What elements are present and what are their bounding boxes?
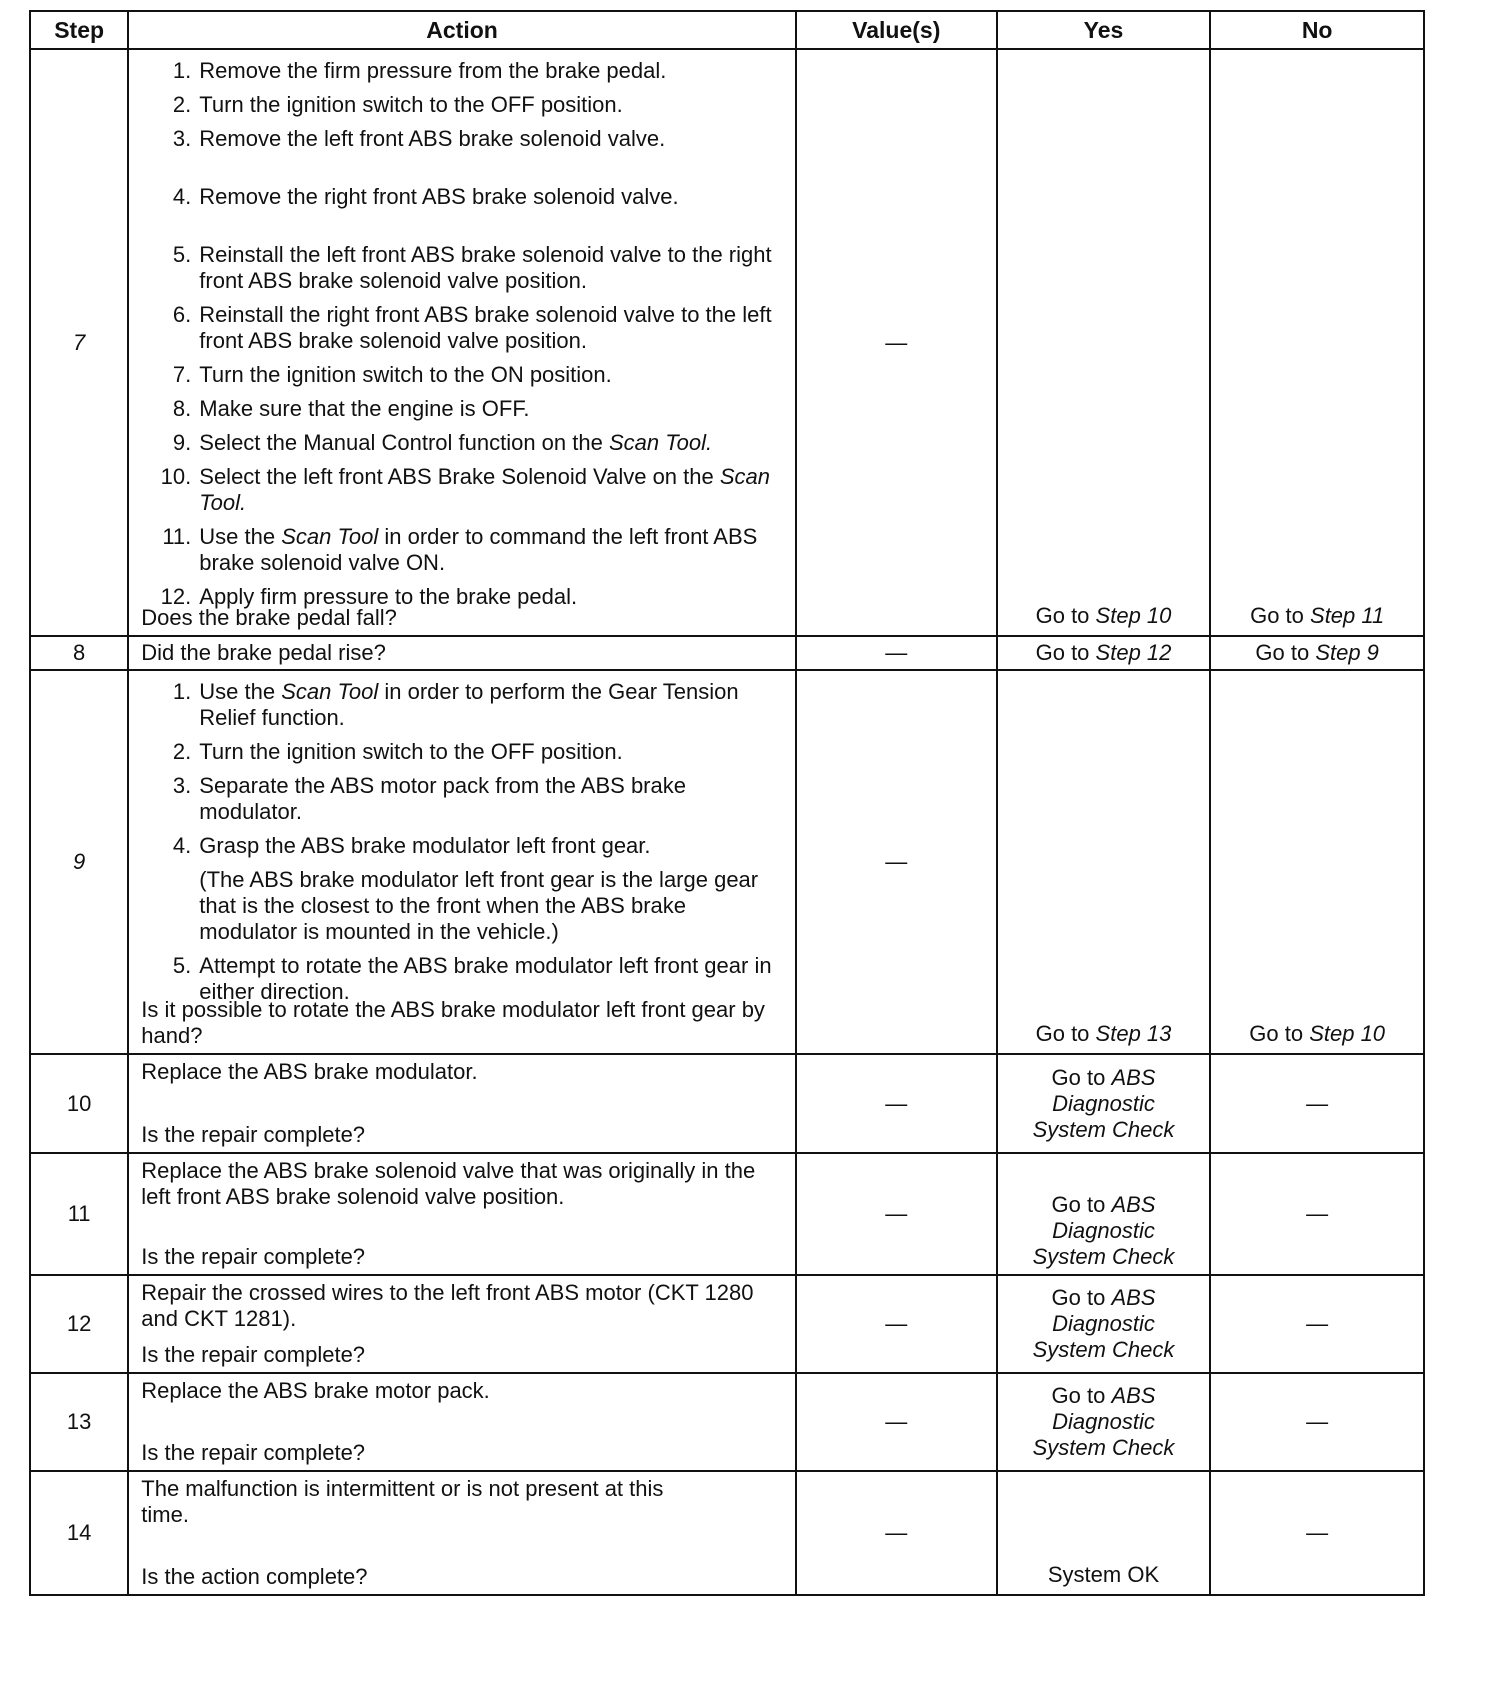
table-row [30, 1471, 1424, 1595]
action-cell [128, 670, 796, 1054]
step-number: 14 [30, 1471, 128, 1595]
yes-system-ok: System OK [1047, 1562, 1160, 1587]
list-item: 5. Reinstall the left front ABS brake solenoid valve to the right front ABS brake solenoid valve position. [172, 242, 772, 293]
header-no: No [1210, 11, 1424, 49]
question-text: Is the repair complete? [141, 1342, 366, 1367]
header-step: Step [30, 11, 128, 49]
action-text: Repair the crossed wires to the left front ABS motor (CKT 1280 and CKT 1281). [141, 1280, 754, 1331]
table-row [30, 670, 1424, 1054]
action-cell [128, 1153, 796, 1275]
yes-cell [997, 49, 1211, 636]
value-cell: — [796, 1054, 997, 1153]
action-cell [128, 1054, 796, 1153]
value-cell: — [796, 670, 997, 1054]
table-row [30, 49, 1424, 636]
header-values: Value(s) [796, 11, 997, 49]
list-item: 4. Remove the right front ABS brake solenoid valve. [172, 184, 679, 209]
no-cell [1210, 49, 1424, 636]
question-text: Is the action complete? [141, 1564, 368, 1589]
list-item: 3. Separate the ABS motor pack from the ABS brake modulator. [172, 773, 686, 824]
value-cell: — [796, 49, 997, 636]
step-number: 7 [30, 49, 128, 636]
yes-cell [997, 670, 1211, 1054]
list-item: 1. Use the Scan Tool in order to perform the Gear Tension Relief function. [172, 679, 739, 730]
question-text: Is the repair complete? [141, 1122, 366, 1147]
list-item: 6. Reinstall the right front ABS brake solenoid valve to the left front ABS brake solenoid valve position. [172, 302, 772, 353]
yes-abs-check: Go to ABS Diagnostic System Check [1032, 1285, 1175, 1362]
question-text: Is the repair complete? [141, 1244, 366, 1269]
question-text: Does the brake pedal fall? [141, 605, 397, 630]
action-cell [128, 49, 796, 636]
header-yes: Yes [997, 11, 1211, 49]
step-number: 10 [30, 1054, 128, 1153]
no-cell: — [1210, 1153, 1424, 1275]
list-item: 3. Remove the left front ABS brake solenoid valve. [172, 126, 666, 151]
no-cell [1210, 670, 1424, 1054]
yes-cell [997, 1054, 1211, 1153]
table-row [30, 1153, 1424, 1275]
table-row [30, 636, 1424, 670]
no-goto: Go to Step 11 [1250, 603, 1385, 628]
table-header-row [30, 11, 1424, 49]
value-cell: — [796, 1373, 997, 1471]
step-number: 12 [30, 1275, 128, 1373]
action-cell [128, 1373, 796, 1471]
note-text: (The ABS brake modulator left front gear is the large gear that is the closest to the front when the ABS brake modulator is mounted in the vehicle.) [199, 867, 759, 944]
list-item: 5. Attempt to rotate the ABS brake modulator left front gear in either direction. [172, 953, 772, 1004]
yes-abs-check: Go to ABS Diagnostic System Check [1032, 1383, 1175, 1460]
step-number: 11 [30, 1153, 128, 1275]
question-text: Is the repair complete? [141, 1440, 366, 1465]
list-item: 2. Turn the ignition switch to the OFF position. [172, 92, 623, 117]
list-item: 2. Turn the ignition switch to the OFF position. [172, 739, 623, 764]
yes-abs-check: Go to ABS Diagnostic System Check [1032, 1192, 1175, 1269]
list-item: 8. Make sure that the engine is OFF. [172, 396, 530, 421]
action-cell [128, 1275, 796, 1373]
yes-abs-check: Go to ABS Diagnostic System Check [1032, 1064, 1175, 1142]
list-item: 10. Select the left front ABS Brake Solenoid Valve on the Scan Tool. [160, 464, 770, 515]
yes-cell [997, 1373, 1211, 1471]
value-cell: — [796, 636, 997, 670]
step-number: 8 [30, 636, 128, 670]
table-row [30, 1054, 1424, 1153]
list-item: 1. Remove the firm pressure from the brake pedal. [172, 58, 667, 83]
action-text: Replace the ABS brake solenoid valve that was originally in the left front ABS brake solenoid valve position. [141, 1158, 756, 1209]
question-text: Is it possible to rotate the ABS brake modulator left front gear by hand? [141, 997, 765, 1048]
question-text: Did the brake pedal rise? [141, 640, 386, 665]
action-list [141, 58, 785, 610]
action-text: Replace the ABS brake modulator. [141, 1059, 478, 1084]
list-item: 7. Turn the ignition switch to the ON position. [172, 362, 612, 387]
yes-goto: Go to Step 13 [1035, 1021, 1172, 1046]
yes-goto: Go to Step 10 [1035, 603, 1172, 628]
yes-cell [997, 1275, 1211, 1373]
yes-cell: Go to Step 12 [997, 636, 1211, 670]
list-item: 12. Apply firm pressure to the brake pedal. [160, 584, 578, 609]
action-list [141, 679, 785, 859]
yes-cell [997, 1471, 1211, 1595]
no-cell: — [1210, 1275, 1424, 1373]
table-row [30, 1373, 1424, 1471]
list-item: 4. Grasp the ABS brake modulator left front gear. [172, 833, 651, 858]
no-goto: Go to Step 10 [1249, 1021, 1386, 1046]
no-cell: — [1210, 1054, 1424, 1153]
value-cell: — [796, 1471, 997, 1595]
list-item: 11. Use the Scan Tool in order to command the left front ABS brake solenoid valve ON. [162, 524, 758, 575]
action-text: The malfunction is intermittent or is not present at this time. [141, 1476, 664, 1527]
list-item: 9. Select the Manual Control function on the Scan Tool. [172, 430, 713, 455]
no-cell: — [1210, 1373, 1424, 1471]
step-number: 9 [30, 670, 128, 1054]
header-action: Action [128, 11, 796, 49]
table-row [30, 1275, 1424, 1373]
no-cell: — [1210, 1471, 1424, 1595]
action-cell [128, 1471, 796, 1595]
action-text: Replace the ABS brake motor pack. [141, 1378, 490, 1403]
value-cell: — [796, 1275, 997, 1373]
yes-cell [997, 1153, 1211, 1275]
value-cell: — [796, 1153, 997, 1275]
no-cell: Go to Step 9 [1210, 636, 1424, 670]
diagnostic-table [29, 10, 1425, 1596]
action-cell [128, 636, 796, 670]
step-number: 13 [30, 1373, 128, 1471]
